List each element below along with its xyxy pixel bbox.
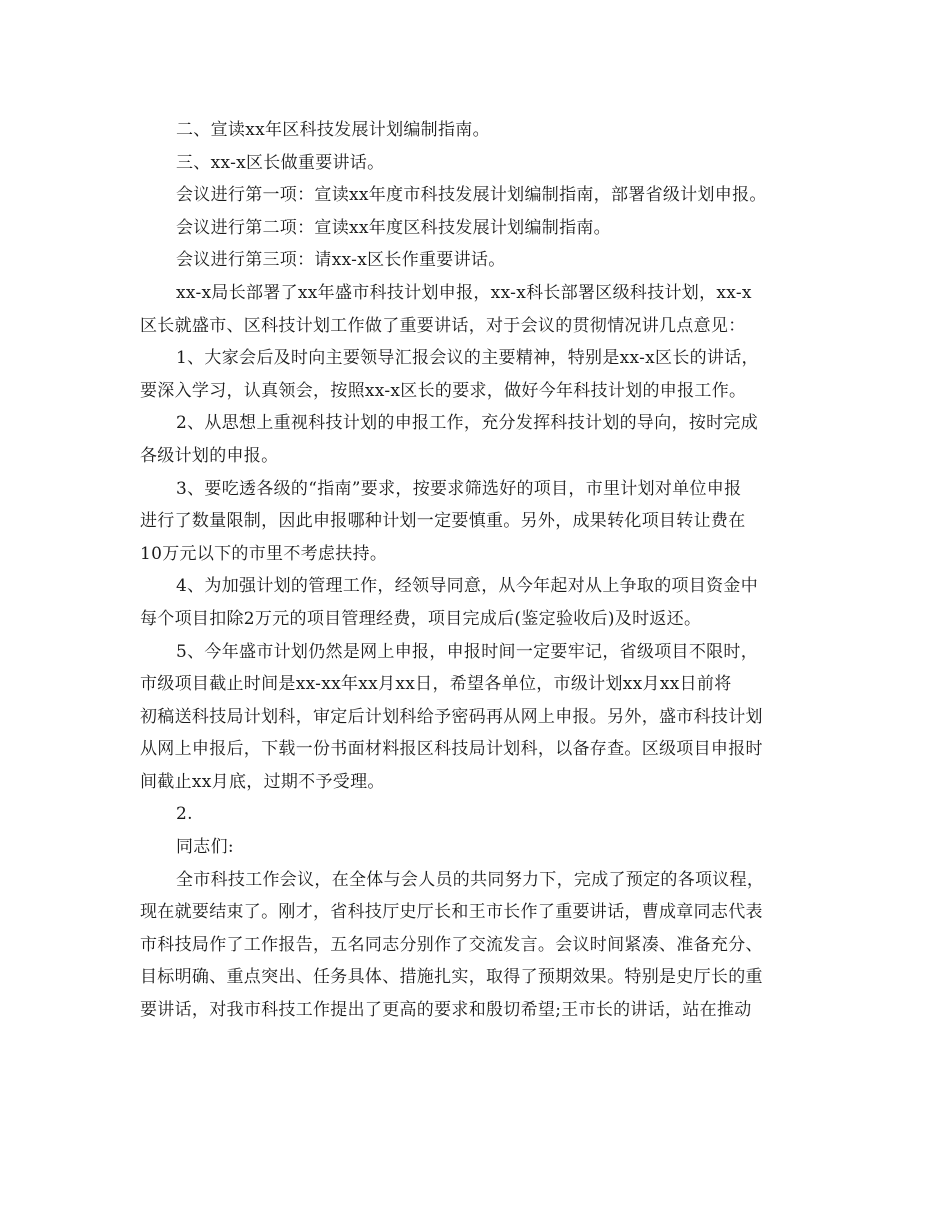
text-line: 会议进行第一项：宣读xx年度市科技发展计划编制指南，部署省级计划申报。 <box>176 185 767 206</box>
text-line: 要深入学习，认真领会，按照xx-x区长的要求，做好今年科技计划的申报工作。 <box>140 380 747 401</box>
text-line: 初稿送科技局计划科，审定后计划科给予密码再从网上申报。另外，盛市科技计划 <box>140 706 763 727</box>
text-line: xx-x局长部署了xx年盛市科技计划申报，xx-x科长部署区级科技计划，xx-x <box>176 282 752 303</box>
text-line: 会议进行第二项：宣读xx年度区科技发展计划编制指南。 <box>176 217 611 238</box>
text-line: 4、为加强计划的管理工作，经领导同意，从今年起对从上争取的项目资金中 <box>176 576 759 597</box>
text-line: 10万元以下的市里不考虑扶持。 <box>140 543 388 564</box>
text-line: 全市科技工作会议，在全体与会人员的共同努力下，完成了预定的各项议程， <box>176 869 765 890</box>
text-line: 5、今年盛市计划仍然是网上申报，申报时间一定要牢记，省级项目不限时， <box>176 641 759 662</box>
text-line: 2、从思想上重视科技计划的申报工作，充分发挥科技计划的导向，按时完成 <box>176 413 759 434</box>
text-line: 每个项目扣除2万元的项目管理经费，项目完成后(鉴定验收后)及时返还。 <box>140 608 702 629</box>
text-line: 会议进行第三项：请xx-x区长作重要讲话。 <box>176 250 506 271</box>
text-line: 三、xx-x区长做重要讲话。 <box>176 152 385 173</box>
text-line: 要讲话，对我市科技工作提出了更高的要求和殷切希望;王市长的讲话，站在推动 <box>140 1000 752 1021</box>
text-line: 目标明确、重点突出、任务具体、措施扎实，取得了预期效果。特别是史厅长的重 <box>140 967 763 988</box>
text-line: 1、大家会后及时向主要领导汇报会议的主要精神，特别是xx-x区长的讲话， <box>176 348 759 369</box>
text-line: 2. <box>176 804 193 825</box>
text-line: 进行了数量限制，因此申报哪种计划一定要慎重。另外，成果转化项目转让费在 <box>140 511 746 532</box>
text-line: 二、宣读xx年区科技发展计划编制指南。 <box>176 120 490 140</box>
text-line: 市科技局作了工作报告，五名同志分别作了交流发言。会议时间紧凑、准备充分、 <box>140 934 763 955</box>
text-line: 间截止xx月底，过期不予受理。 <box>140 771 385 792</box>
text-line: 区长就盛市、区科技计划工作做了重要讲话，对于会议的贯彻情况讲几点意见： <box>140 315 746 336</box>
text-line: 同志们: <box>176 837 234 858</box>
text-line: 各级计划的申报。 <box>140 445 279 466</box>
document-body <box>140 114 812 1027</box>
text-line: 现在就要结束了。刚才，省科技厅史厅长和王市长作了重要讲话，曹成章同志代表 <box>140 902 763 923</box>
text-line: 市级项目截止时间是xx-xx年xx月xx日，希望各单位，市级计划xx月xx日前将 <box>140 674 732 695</box>
text-line: 3、要吃透各级的“指南”要求，按要求筛选好的项目，市里计划对单位申报 <box>176 478 742 499</box>
text-line: 从网上申报后，下载一份书面材料报区科技局计划科，以备存查。区级项目申报时 <box>140 739 763 760</box>
